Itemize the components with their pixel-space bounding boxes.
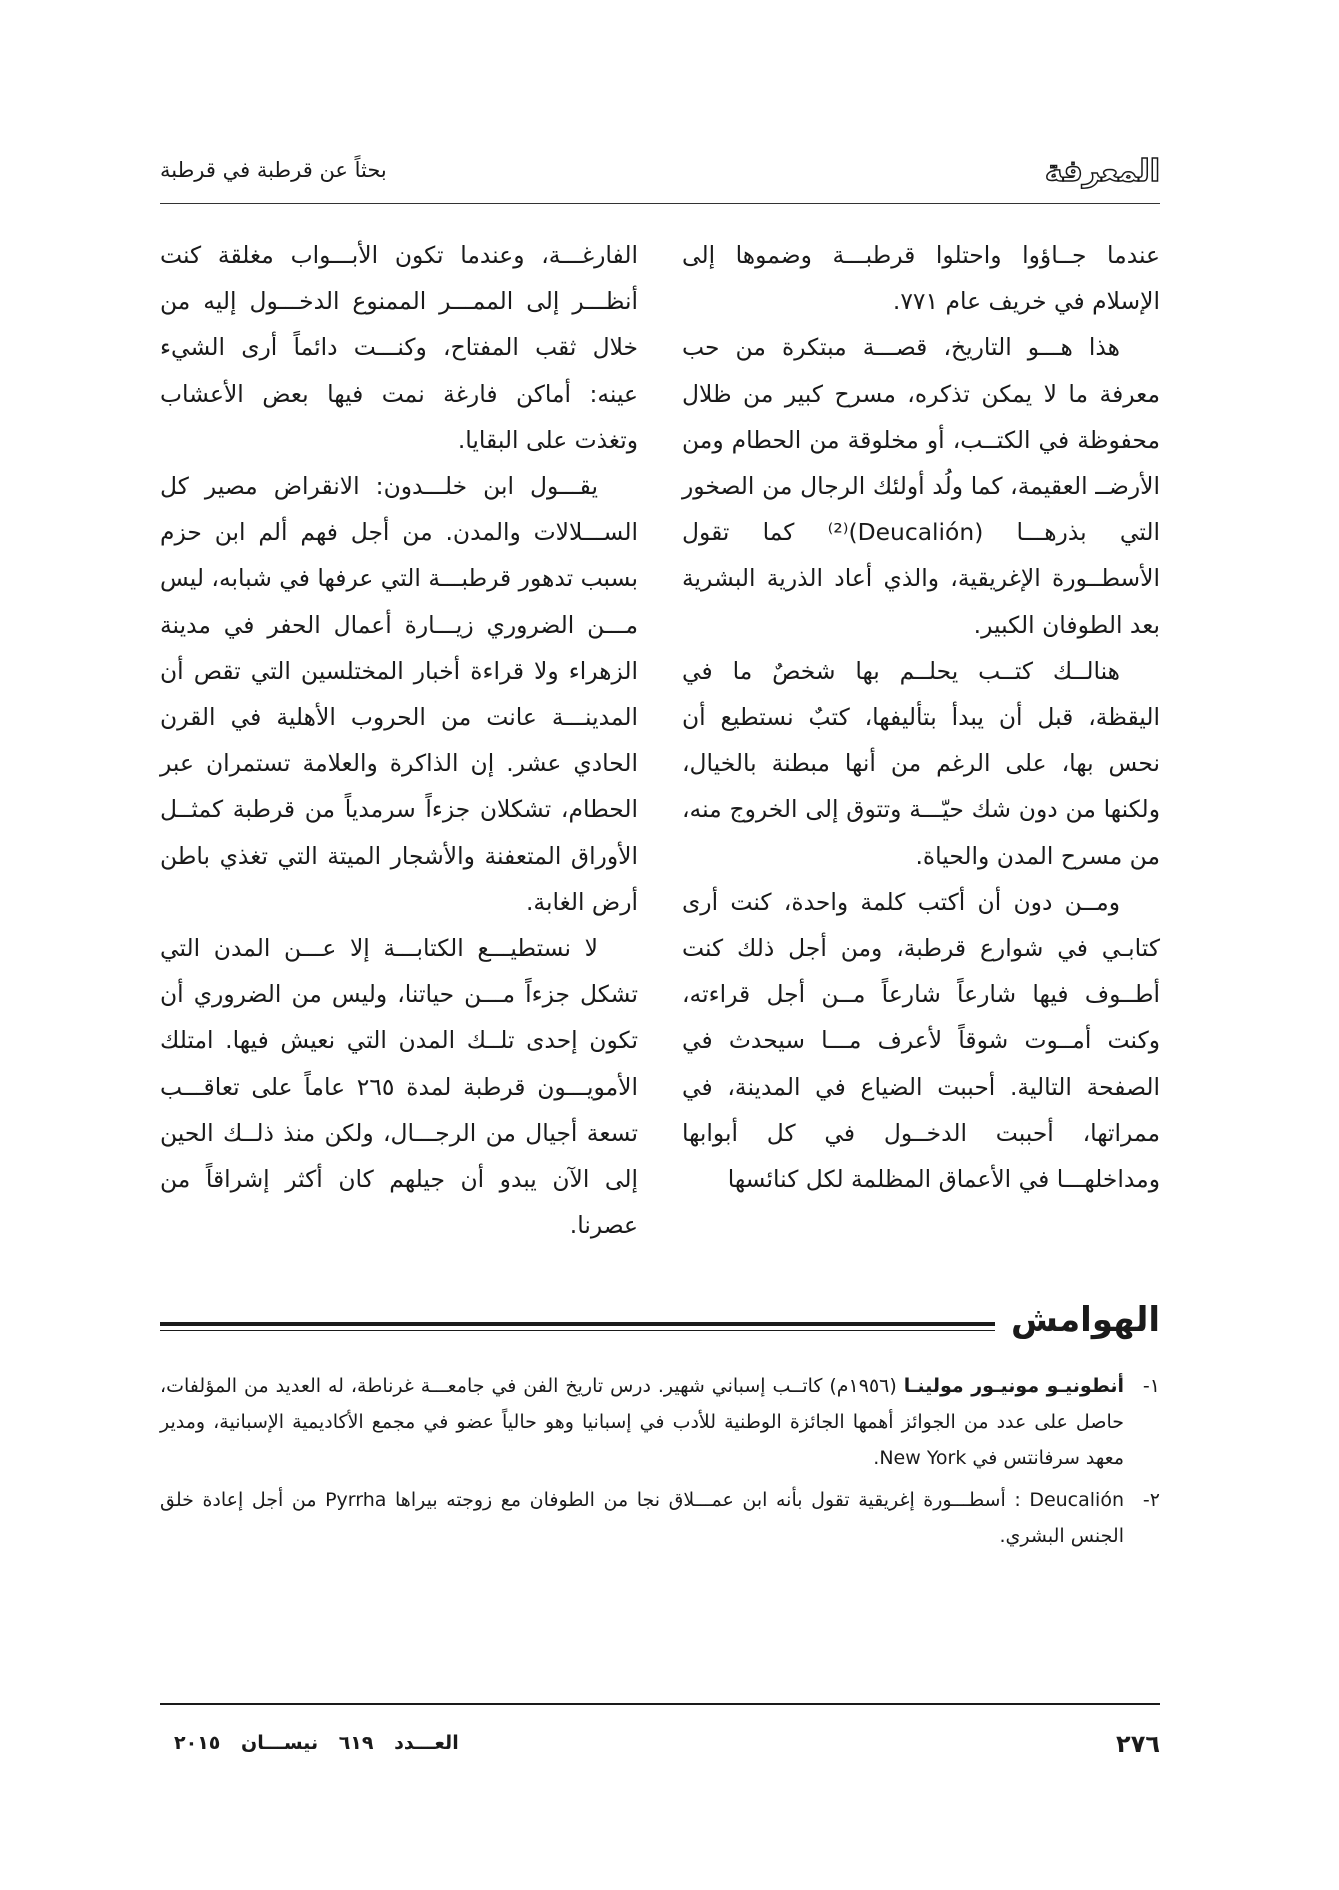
issue-month: نيســـان (241, 1732, 319, 1754)
paragraph: لا نستطيـــع الكتابـــة إلا عـــن المدن التي تشكل جزءاً مـــن حياتنا، وليس من الضروري أن تكون إحدى تلــك المدن التي نعيش فيها. امتلك الأمويـــون قرطبة لمدة ٢٦٥ عاماً على تعاقـــب تسعة أجيال من الرجـــال، ولكن منذ ذلــك الحين إلى الآن يبدو أن جيلهم كان أكثر إشراقاً من عصرنا. (160, 934, 638, 1240)
running-title: بحثاً عن قرطبة في قرطبة (160, 158, 387, 182)
magazine-logo: المعرفة (1044, 154, 1160, 189)
footnote-item (160, 1482, 1160, 1554)
footnotes-thick-rule (160, 1322, 995, 1326)
issue-year: ٢٠١٥ (174, 1732, 221, 1754)
footnote-name: Deucalión (1029, 1489, 1124, 1511)
footnotes-thin-rule (160, 1330, 995, 1331)
paragraph: يقـــول ابن خلـــدون: الانقراض مصير كل الســـلالات والمدن. من أجل فهم ألم ابن حزم بسبب تدهور قرطبـــة التي عرفها في شبابه، ليس مـــن الضروري زيـــارة أعمال الحفر في مدينة الزهراء ولا قراءة أخبار المختلسين التي تقص أن المدينـــة عانت من الحروب الأهلية في القرن الحادي عشر. إن الذاكرة والعلامة تستمران عبر الحطام، تشكلان جزءاً سرمدياً من قرطبة كمثــل الأوراق المتعفنة والأشجار الميتة التي تغذي باطن أرض الغابة. (159, 472, 638, 916)
paragraph: الفارغـــة، وعندما تكون الأبـــواب مغلقة كنت أنظـــر إلى الممـــر الممنوع الدخـــول إليه من خلال ثقب المفتاح، وكنـــت دائماً أرى الشيء عينه: أماكن فارغة نمت فيها بعض الأعشاب وتغذت على البقايا. (160, 241, 638, 454)
footnote-item (160, 1368, 1160, 1476)
paragraph: هنالــك كتــب يحلــم بها شخصٌ ما في اليقظة، قبل أن يبدأ بتأليفها، كتبٌ نستطيع أن نحس بها، على الرغم من أنها مبطنة بالخيال، ولكنها من دون شك حيّـــة وتتوق إلى الخروج منه، من مسرح المدن والحياة. (682, 656, 1160, 870)
footnote-number: ١- (1142, 1375, 1160, 1397)
footnotes-title: الهوامش (1011, 1300, 1160, 1340)
footnote-number: ٢- (1142, 1489, 1160, 1511)
footnote-text: (١٩٥٦م) كاتــب إسباني شهير. درس تاريخ الفن في جامعـــة غرناطة، له العديد من المؤلفات، حاصل على عدد من الجوائز أهمها الجائزة الوطنية للأدب في إسبانيا وهو حالياً عضو في مجمع الأكاديمية الإسبانية، ومدير معهد سرفانتس في New York. (160, 1375, 1124, 1469)
header-divider (160, 203, 1160, 204)
footnote-name: أنطونيـو مونيـور مولينـا (903, 1375, 1124, 1397)
paragraph: عندما جــاؤوا واحتلوا قرطبـــة وضموها إلى الإسلام في خريف عام ٧٧١. (682, 241, 1160, 316)
left-column (160, 232, 638, 1248)
paragraph: ومــن دون أن أكتب كلمة واحدة، كنت أرى كتابـي في شوارع قرطبة، ومن أجل ذلك كنت أطــوف فيها شارعاً شارعاً مــن أجل قراءته، وكنت أمــوت شوقاً لأعرف مـــا سيحدث في الصفحة التالية. أحببت الضياع في المدينة، في ممراتها، أحببت الدخــول في كل أبوابها ومداخلهـــا في الأعماق المظلمة لكل كنائسها (682, 887, 1160, 1194)
issue-info (160, 1732, 459, 1754)
footnote-text: : أسطـــورة إغريقية تقول بأنه ابن عمـــلاق نجا من الطوفان مع زوجته بيراها Pyrrha من أجل إعادة خلق الجنس البشري. (160, 1489, 1124, 1547)
issue-number: ٦١٩ (338, 1732, 374, 1754)
paragraph: هذا هـــو التاريخ، قصـــة مبتكرة من حب معرفة ما لا يمكن تذكره، مسرح كبير من ظلال محفوظة في الكتــب، أو مخلوقة من الحطام ومن الأرضــ العقيمة، كما ولُد أولئك الرجال من الصخور التي بذرهـــا (Deucalión)⁽²⁾ كما تقول الأسطــورة الإغريقية، والذي أعاد الذرية البشرية بعد الطوفان الكبير. (682, 333, 1160, 639)
footer-divider (160, 1703, 1160, 1705)
page-footer (160, 1728, 1160, 1768)
issue-label: العـــدد (394, 1732, 459, 1754)
page-number: ٢٧٦ (1116, 1730, 1160, 1758)
footnotes-heading (160, 1300, 1160, 1350)
page-header (160, 150, 1160, 200)
right-column (682, 232, 1160, 1202)
footnotes-list (160, 1368, 1160, 1560)
